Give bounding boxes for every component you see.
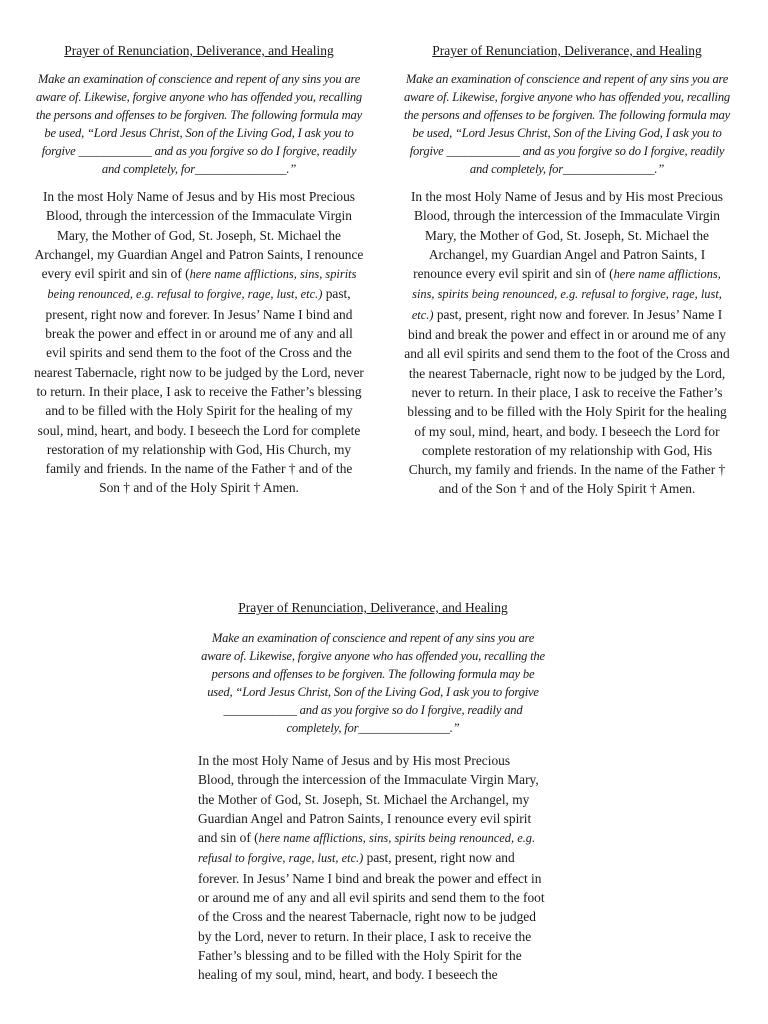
prayer-text xyxy=(198,751,548,985)
prayer-card-bottom xyxy=(198,599,548,985)
prayer-text xyxy=(403,187,731,499)
prayer-title: Prayer of Renunciation, Deliverance, and Healing xyxy=(64,43,334,58)
prayer-text xyxy=(34,187,364,498)
prayer-note: here name afflictions, sins, spirits being renounced, e.g. refusal to forgive, rage, lust, etc.) xyxy=(198,831,536,866)
prayer-card-top-left xyxy=(34,42,364,498)
prayer-title: Prayer of Renunciation, Deliverance, and Healing xyxy=(432,43,702,58)
prayer-instructions: Make an examination of conscience and repent of any sins you are aware of. Likewise, forgive anyone who has offended you, recalling the persons and offenses to be forgiven. The following formula may be used, “Lord Jesus Christ, Son of the Living God, I ask you to forgive ____________ and as you forgive so do I forgive, readily and completely, for_______________.” xyxy=(201,631,545,735)
prayer-note: here name afflictions, sins, spirits being renounced, e.g. refusal to forgive, rage, lust, etc.) xyxy=(411,267,722,322)
prayer-text-start: In the most Holy Name of Jesus and by His most Precious Blood, through the intercession of the Immaculate Virgin Mary, the Mother of God, St. Joseph, St. Michael the Archangel, my Guardian Angel and Patron Saints, I renounce every evil spirit and sin of ( xyxy=(34,189,364,282)
prayer-text-start: In the most Holy Name of Jesus and by His most Precious Blood, through the intercession of the Immaculate Virgin Mary, the Mother of God, St. Joseph, St. Michael the Archangel, my Guardian Angel and Patron Saints, I renounce every evil spirit and sin of ( xyxy=(198,753,539,846)
prayer-text-end: past, present, right now and forever. In Jesus’ Name I bind and break the power and effect in or around me of any and all evil spirits and send them to the foot of the Cross and the nearest Tabernacle, right now to be judged by the Lord, never to return. In their place, I ask to receive the Father’s blessing and to be filled with the Holy Spirit for the healing of my soul, mind, heart, and body. I beseech the Lord for complete restoration of my relationship with God, His Church, my family and friends. In the name of the Father † and of the Son † and of the Holy Spirit † Amen. xyxy=(34,286,364,496)
prayer-title: Prayer of Renunciation, Deliverance, and Healing xyxy=(238,600,508,615)
prayer-instructions: Make an examination of conscience and repent of any sins you are aware of. Likewise, forgive anyone who has offended you, recalling the persons and offenses to be forgiven. The following formula may be used, “Lord Jesus Christ, Son of the Living God, I ask you to forgive ____________ and as you forgive so do I forgive, readily and completely, for_______________.” xyxy=(403,72,731,176)
prayer-instructions: Make an examination of conscience and repent of any sins you are aware of. Likewise, forgive anyone who has offended you, recalling the persons and offenses to be forgiven. The following formula may be used, “Lord Jesus Christ, Son of the Living God, I ask you to forgive ____________ and as you forgive so do I forgive, readily and completely, for_______________.” xyxy=(35,72,363,176)
prayer-text-start: In the most Holy Name of Jesus and by His most Precious Blood, through the intercession of the Immaculate Virgin Mary, the Mother of God, St. Joseph, St. Michael the Archangel, my Guardian Angel and Patron Saints, I renounce every evil spirit and sin of ( xyxy=(410,189,724,282)
prayer-text-end: past, present, right now and forever. In Jesus’ Name I bind and break the power and effect in or around me of any and all evil spirits and send them to the foot of the Cross and the nearest Tabernacle, right now to be judged by the Lord, never to return. In their place, I ask to receive the Father’s blessing and to be filled with the Holy Spirit for the healing of my soul, mind, heart, and body. I beseech the xyxy=(198,850,545,983)
prayer-text-end: past, present, right now and forever. In Jesus’ Name I bind and break the power and effect in or around me of any and all evil spirits and send them to the foot of the Cross and the nearest Tabernacle, right now to be judged by the Lord, never to return. In their place, I ask to receive the Father’s blessing and to be filled with the Holy Spirit for the healing of my soul, mind, heart, and body. I beseech the Lord for complete restoration of my relationship with God, His Church, my family and friends. In the name of the Father † and of the Son † and of the Holy Spirit † Amen. xyxy=(404,306,730,497)
prayer-note: here name afflictions, sins, spirits being renounced, e.g. refusal to forgive, rage, lust, etc.) xyxy=(47,267,357,302)
prayer-card-top-right xyxy=(403,42,731,499)
